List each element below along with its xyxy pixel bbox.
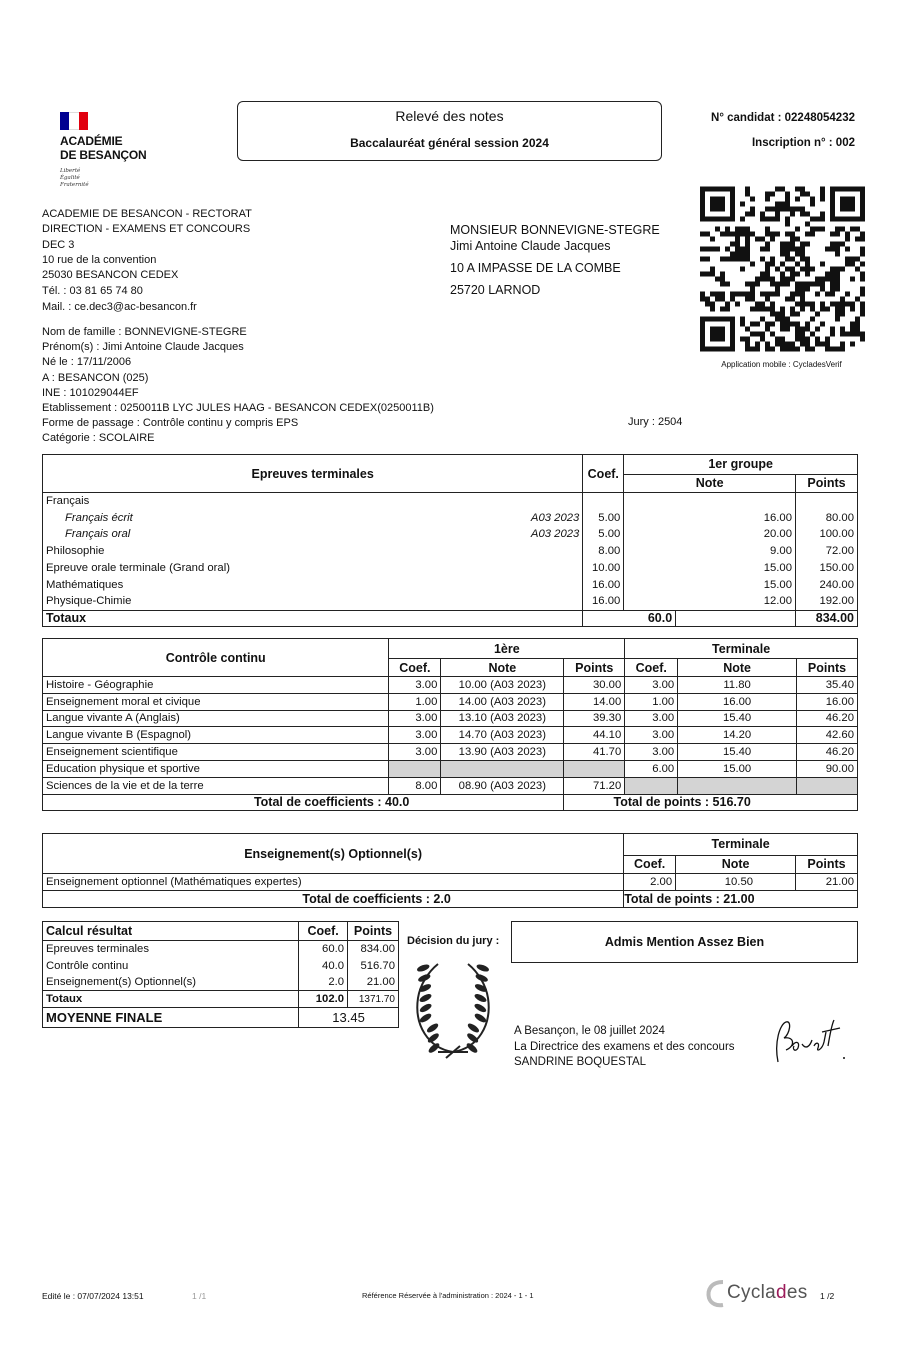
row-note-terminale: 15.00	[678, 760, 797, 777]
row-label: Français écrit A03 2023	[43, 509, 583, 526]
continu-note1-header: Note	[441, 659, 564, 677]
optionnel-total-coef: Total de coefficients : 2.0	[43, 890, 624, 907]
row-points-terminale: 42.60	[796, 727, 857, 744]
row-points-1ere: 41.70	[564, 744, 625, 761]
continu-terminale-header: Terminale	[625, 639, 858, 659]
terminales-header: Epreuves terminales	[43, 455, 583, 493]
continu-coef2-header: Coef.	[625, 659, 678, 677]
row-coef-terminale: 1.00	[625, 693, 678, 710]
optionnel-points-header: Points	[796, 855, 858, 873]
table-row	[43, 974, 399, 991]
row-coef: 5.00	[583, 509, 624, 526]
row-note-1ere: 14.00 (A03 2023)	[441, 693, 564, 710]
row-coef: 40.0	[299, 957, 348, 974]
optionnel-row-label: Enseignement optionnel (Mathématiques expertes)	[43, 874, 624, 891]
jury-number: Jury : 2504	[628, 416, 683, 428]
decision-value: Admis Mention Assez Bien	[511, 921, 858, 963]
calcul-total-coef: 102.0	[299, 991, 348, 1008]
row-coef-terminale: 3.00	[625, 677, 678, 694]
qr-caption: Application mobile : CycladesVerif	[721, 360, 842, 369]
sender-address: ACADEMIE DE BESANCON - RECTORAT DIRECTION - EXAMENS ET CONCOURS DEC 3 10 rue de la convention 25030 BESANCON CEDEX Tél. : 03 81 65 74 80 Mail. : ce.dec3@ac-besancon.fr	[42, 208, 252, 313]
footer-edited: Edité le : 07/07/2024 13:51	[42, 1291, 144, 1301]
logo-line2: DE BESANÇON	[60, 148, 147, 162]
row-coef-1ere: 3.00	[389, 744, 441, 761]
optionnel-total-points: Total de points : 21.00	[624, 890, 858, 907]
table-row	[43, 677, 858, 694]
cyclades-logo	[705, 1278, 808, 1308]
table-row	[43, 526, 858, 543]
row-coef-terminale: 3.00	[625, 744, 678, 761]
continu-coef1-header: Coef.	[389, 659, 441, 677]
table-row	[43, 744, 858, 761]
row-coef: 60.0	[299, 941, 348, 958]
continu-points1-header: Points	[564, 659, 625, 677]
row-coef-terminale: 6.00	[625, 760, 678, 777]
qr-code-icon	[700, 185, 865, 353]
row-coef-terminale: 3.00	[625, 727, 678, 744]
row-coef-1ere: 3.00	[389, 677, 441, 694]
continu-header: Contrôle continu	[43, 639, 389, 677]
row-label: Enseignement moral et civique	[43, 693, 389, 710]
row-points: 834.00	[348, 941, 399, 958]
row-label: Education physique et sportive	[43, 760, 389, 777]
candidate-info	[711, 106, 855, 156]
row-note: 15.00	[624, 576, 796, 593]
cyclades-brand: Cyclades	[727, 1282, 808, 1303]
row-note-terminale	[678, 777, 797, 794]
row-coef-1ere	[389, 760, 441, 777]
handwritten-signature	[770, 1012, 850, 1072]
row-coef: 2.0	[299, 974, 348, 991]
row-points-1ere: 44.10	[564, 727, 625, 744]
row-points-terminale: 16.00	[796, 693, 857, 710]
table-row	[43, 777, 858, 794]
recipient-address: MONSIEUR BONNEVIGNE-STEGRE Jimi Antoine Claude Jacques 10 A IMPASSE DE LA COMBE 25720 LARNOD	[450, 223, 660, 297]
footer-page: 1 /2	[820, 1291, 835, 1301]
optionnel-row-points: 21.00	[796, 874, 858, 891]
table-row	[43, 576, 858, 593]
table-controle-continu	[42, 638, 858, 811]
terminales-total-label: Totaux	[43, 610, 583, 627]
title-box	[237, 101, 662, 161]
row-label: Sciences de la vie et de la terre	[43, 777, 389, 794]
row-points-terminale: 46.20	[796, 710, 857, 727]
continu-total-points: Total de points : 516.70	[564, 794, 858, 811]
row-points: 192.00	[796, 593, 858, 610]
row-label: Français oral A03 2023	[43, 526, 583, 543]
student-info: Nom de famille : BONNEVIGNE-STEGRE Prénom(s) : Jimi Antoine Claude Jacques Né le : 17/11/2006 A : BESANCON (025) INE : 101029044EF Etablissement : 0250011B LYC JULES HAAG - BESANCON CEDEX(0250011B) Forme de passage : Contrôle continu y compris EPS Catégorie : SCOLAIRE	[42, 326, 434, 445]
table-calcul-resultat	[42, 921, 399, 1028]
row-label: Epreuves terminales	[43, 941, 299, 958]
row-points-1ere: 30.00	[564, 677, 625, 694]
row-points-terminale	[796, 777, 857, 794]
inscription-number: Inscription n° : 002	[751, 137, 855, 149]
row-coef: 16.00	[583, 593, 624, 610]
terminales-total-points: 834.00	[796, 610, 858, 627]
row-points-1ere: 14.00	[564, 693, 625, 710]
calcul-coef-header: Coef.	[299, 922, 348, 941]
calcul-total-points: 1371.70	[348, 991, 399, 1008]
table-row	[43, 727, 858, 744]
row-coef: 8.00	[583, 543, 624, 560]
row-note-1ere: 14.70 (A03 2023)	[441, 727, 564, 744]
row-coef-1ere: 8.00	[389, 777, 441, 794]
marianne-flag-icon	[60, 112, 88, 130]
continu-first-header: 1ère	[389, 639, 625, 659]
row-points: 516.70	[348, 957, 399, 974]
row-points: 240.00	[796, 576, 858, 593]
row-label: Epreuve orale terminale (Grand oral)	[43, 560, 583, 577]
table-row	[43, 593, 858, 610]
row-label: Langue vivante A (Anglais)	[43, 710, 389, 727]
row-label: Enseignement(s) Optionnel(s)	[43, 974, 299, 991]
academie-logo	[60, 112, 170, 189]
row-points-terminale: 46.20	[796, 744, 857, 761]
row-coef-1ere: 3.00	[389, 710, 441, 727]
continu-points2-header: Points	[796, 659, 857, 677]
signature-name: SANDRINE BOQUESTAL	[514, 1056, 647, 1068]
signature-block	[514, 1024, 735, 1071]
terminales-coef-header: Coef.	[583, 455, 624, 493]
calcul-points-header: Points	[348, 922, 399, 941]
terminales-note-header: Note	[624, 474, 796, 492]
row-points: 72.00	[796, 543, 858, 560]
row-note-terminale: 16.00	[678, 693, 797, 710]
table-row	[43, 560, 858, 577]
footer-page-small: 1 /1	[192, 1291, 207, 1301]
row-label: Enseignement scientifique	[43, 744, 389, 761]
candidate-number: N° candidat : 02248054232	[711, 112, 855, 124]
row-points: 21.00	[348, 974, 399, 991]
terminales-group-header: 1er groupe	[624, 455, 858, 475]
calcul-total-label: Totaux	[43, 991, 299, 1008]
decision-label: Décision du jury :	[407, 935, 500, 947]
row-label: Histoire - Géographie	[43, 677, 389, 694]
row-note-1ere: 10.00 (A03 2023)	[441, 677, 564, 694]
optionnel-terminale-header: Terminale	[624, 834, 858, 856]
optionnel-row-coef: 2.00	[624, 874, 676, 891]
row-note-1ere: 08.90 (A03 2023)	[441, 777, 564, 794]
terminales-total-coef: 60.0	[583, 610, 676, 627]
logo-motto: Liberté Égalité Fraternité	[60, 168, 89, 188]
table-optionnel	[42, 833, 858, 908]
table-row	[43, 543, 858, 560]
row-coef-terminale: 3.00	[625, 710, 678, 727]
row-coef: 10.00	[583, 560, 624, 577]
row-note: 16.00	[624, 509, 796, 526]
row-points: 150.00	[796, 560, 858, 577]
table-row-group-label: Français	[43, 493, 583, 510]
signature-place-date: A Besançon, le 08 juillet 2024	[514, 1025, 665, 1037]
row-label: Langue vivante B (Espagnol)	[43, 727, 389, 744]
row-points-1ere	[564, 760, 625, 777]
document-subtitle: Baccalauréat général session 2024	[350, 136, 549, 150]
row-points-terminale: 90.00	[796, 760, 857, 777]
table-epreuves-terminales	[42, 454, 858, 627]
row-note-terminale: 15.40	[678, 744, 797, 761]
row-label: Contrôle continu	[43, 957, 299, 974]
row-note-1ere: 13.10 (A03 2023)	[441, 710, 564, 727]
moyenne-finale-value: 13.45	[299, 1008, 399, 1028]
optionnel-note-header: Note	[676, 855, 796, 873]
optionnel-coef-header: Coef.	[624, 855, 676, 873]
row-points-1ere: 71.20	[564, 777, 625, 794]
row-coef-1ere: 3.00	[389, 727, 441, 744]
table-row	[43, 874, 858, 891]
table-row	[43, 710, 858, 727]
table-row	[43, 693, 858, 710]
row-note: 15.00	[624, 560, 796, 577]
continu-note2-header: Note	[678, 659, 797, 677]
table-row	[43, 509, 858, 526]
row-points-terminale: 35.40	[796, 677, 857, 694]
terminales-points-header: Points	[796, 474, 858, 492]
signature-role: La Directrice des examens et des concours	[514, 1040, 735, 1053]
continu-total-coef: Total de coefficients : 40.0	[43, 794, 564, 811]
document-title: Relevé des notes	[395, 108, 504, 124]
cyclades-swirl-icon	[705, 1278, 727, 1308]
row-note: 9.00	[624, 543, 796, 560]
row-note-terminale: 14.20	[678, 727, 797, 744]
table-row	[43, 957, 399, 974]
footer-reference: Référence Réservée à l'administration : 2024 - 1 - 1	[362, 1291, 534, 1300]
optionnel-row-note: 10.50	[676, 874, 796, 891]
row-note-terminale: 15.40	[678, 710, 797, 727]
row-note-terminale: 11.80	[678, 677, 797, 694]
row-coef: 16.00	[583, 576, 624, 593]
laurel-seal-icon	[408, 960, 498, 1060]
row-label: Physique-Chimie	[43, 593, 583, 610]
logo-line1: ACADÉMIE	[60, 134, 123, 148]
optionnel-header: Enseignement(s) Optionnel(s)	[43, 834, 624, 874]
moyenne-finale-label: MOYENNE FINALE	[43, 1008, 299, 1028]
row-note-1ere	[441, 760, 564, 777]
row-coef: 5.00	[583, 526, 624, 543]
row-note-1ere: 13.90 (A03 2023)	[441, 744, 564, 761]
row-coef-terminale	[625, 777, 678, 794]
row-points: 100.00	[796, 526, 858, 543]
row-points: 80.00	[796, 509, 858, 526]
table-row	[43, 760, 858, 777]
row-coef-1ere: 1.00	[389, 693, 441, 710]
row-label: Mathématiques	[43, 576, 583, 593]
table-row	[43, 941, 399, 958]
calcul-header: Calcul résultat	[43, 922, 299, 941]
row-note: 20.00	[624, 526, 796, 543]
row-points-1ere: 39.30	[564, 710, 625, 727]
row-note: 12.00	[624, 593, 796, 610]
row-label: Philosophie	[43, 543, 583, 560]
